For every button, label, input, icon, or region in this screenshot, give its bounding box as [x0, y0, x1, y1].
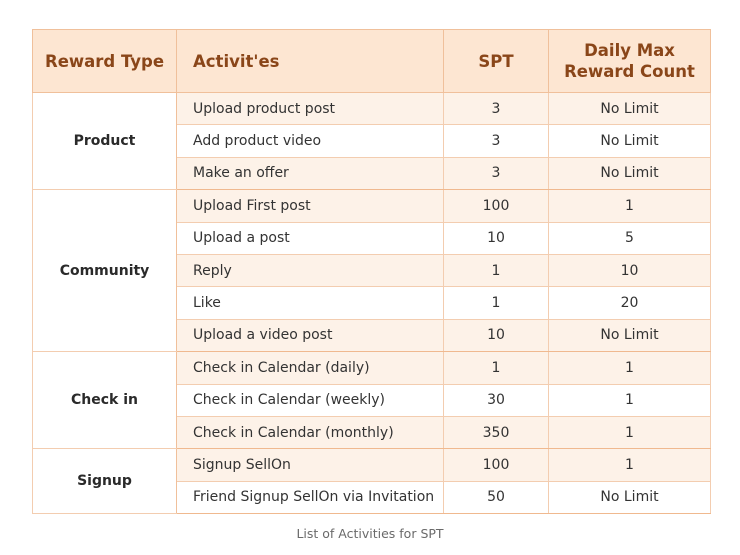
spt-cell: 3	[444, 157, 549, 189]
daily-max-cell: 1	[549, 352, 711, 384]
header-reward-type: Reward Type	[33, 30, 177, 93]
activity-cell: Check in Calendar (weekly)	[177, 384, 444, 416]
activity-cell: Signup SellOn	[177, 449, 444, 481]
spt-cell: 3	[444, 125, 549, 157]
spt-cell: 350	[444, 416, 549, 448]
table-row	[33, 190, 711, 222]
spt-cell: 50	[444, 481, 549, 513]
table-body	[33, 93, 711, 514]
daily-max-cell: No Limit	[549, 481, 711, 513]
reward-type-cell: Signup	[33, 449, 177, 514]
activity-cell: Make an offer	[177, 157, 444, 189]
spt-cell: 100	[444, 449, 549, 481]
activity-cell: Add product video	[177, 125, 444, 157]
table-caption: List of Activities for SPT	[296, 526, 444, 541]
spt-cell: 10	[444, 222, 549, 254]
activity-cell: Upload First post	[177, 190, 444, 222]
activity-cell: Like	[177, 287, 444, 319]
activity-cell: Check in Calendar (daily)	[177, 352, 444, 384]
daily-max-cell: No Limit	[549, 319, 711, 351]
activity-cell: Friend Signup SellOn via Invitation	[177, 481, 444, 513]
daily-max-cell: 1	[549, 384, 711, 416]
daily-max-cell: No Limit	[549, 93, 711, 125]
header-row	[33, 30, 711, 93]
table-row	[33, 93, 711, 125]
spt-activities-table	[32, 29, 711, 514]
spt-cell: 10	[444, 319, 549, 351]
daily-max-cell: 20	[549, 287, 711, 319]
header-daily-max	[549, 30, 711, 93]
table-header	[33, 30, 711, 93]
activity-cell: Reply	[177, 254, 444, 286]
spt-cell: 1	[444, 254, 549, 286]
reward-type-cell: Community	[33, 190, 177, 352]
header-spt: SPT	[444, 30, 549, 93]
spt-cell: 1	[444, 352, 549, 384]
daily-max-cell: No Limit	[549, 157, 711, 189]
spt-cell: 1	[444, 287, 549, 319]
daily-max-cell: 10	[549, 254, 711, 286]
activity-cell: Upload a video post	[177, 319, 444, 351]
daily-max-cell: 1	[549, 449, 711, 481]
daily-max-cell: 5	[549, 222, 711, 254]
header-activities: Activit'es	[177, 30, 444, 93]
daily-max-cell: No Limit	[549, 125, 711, 157]
daily-max-cell: 1	[549, 190, 711, 222]
daily-max-cell: 1	[549, 416, 711, 448]
activity-cell: Check in Calendar (monthly)	[177, 416, 444, 448]
spt-cell: 100	[444, 190, 549, 222]
activities-table-container	[32, 29, 710, 514]
header-daily-max-line2: Reward Count	[564, 62, 695, 81]
table-row	[33, 352, 711, 384]
reward-type-cell: Check in	[33, 352, 177, 449]
activity-cell: Upload a post	[177, 222, 444, 254]
header-daily-max-line1: Daily Max	[584, 41, 675, 60]
activity-cell: Upload product post	[177, 93, 444, 125]
table-row	[33, 449, 711, 481]
spt-cell: 3	[444, 93, 549, 125]
spt-cell: 30	[444, 384, 549, 416]
reward-type-cell: Product	[33, 93, 177, 190]
